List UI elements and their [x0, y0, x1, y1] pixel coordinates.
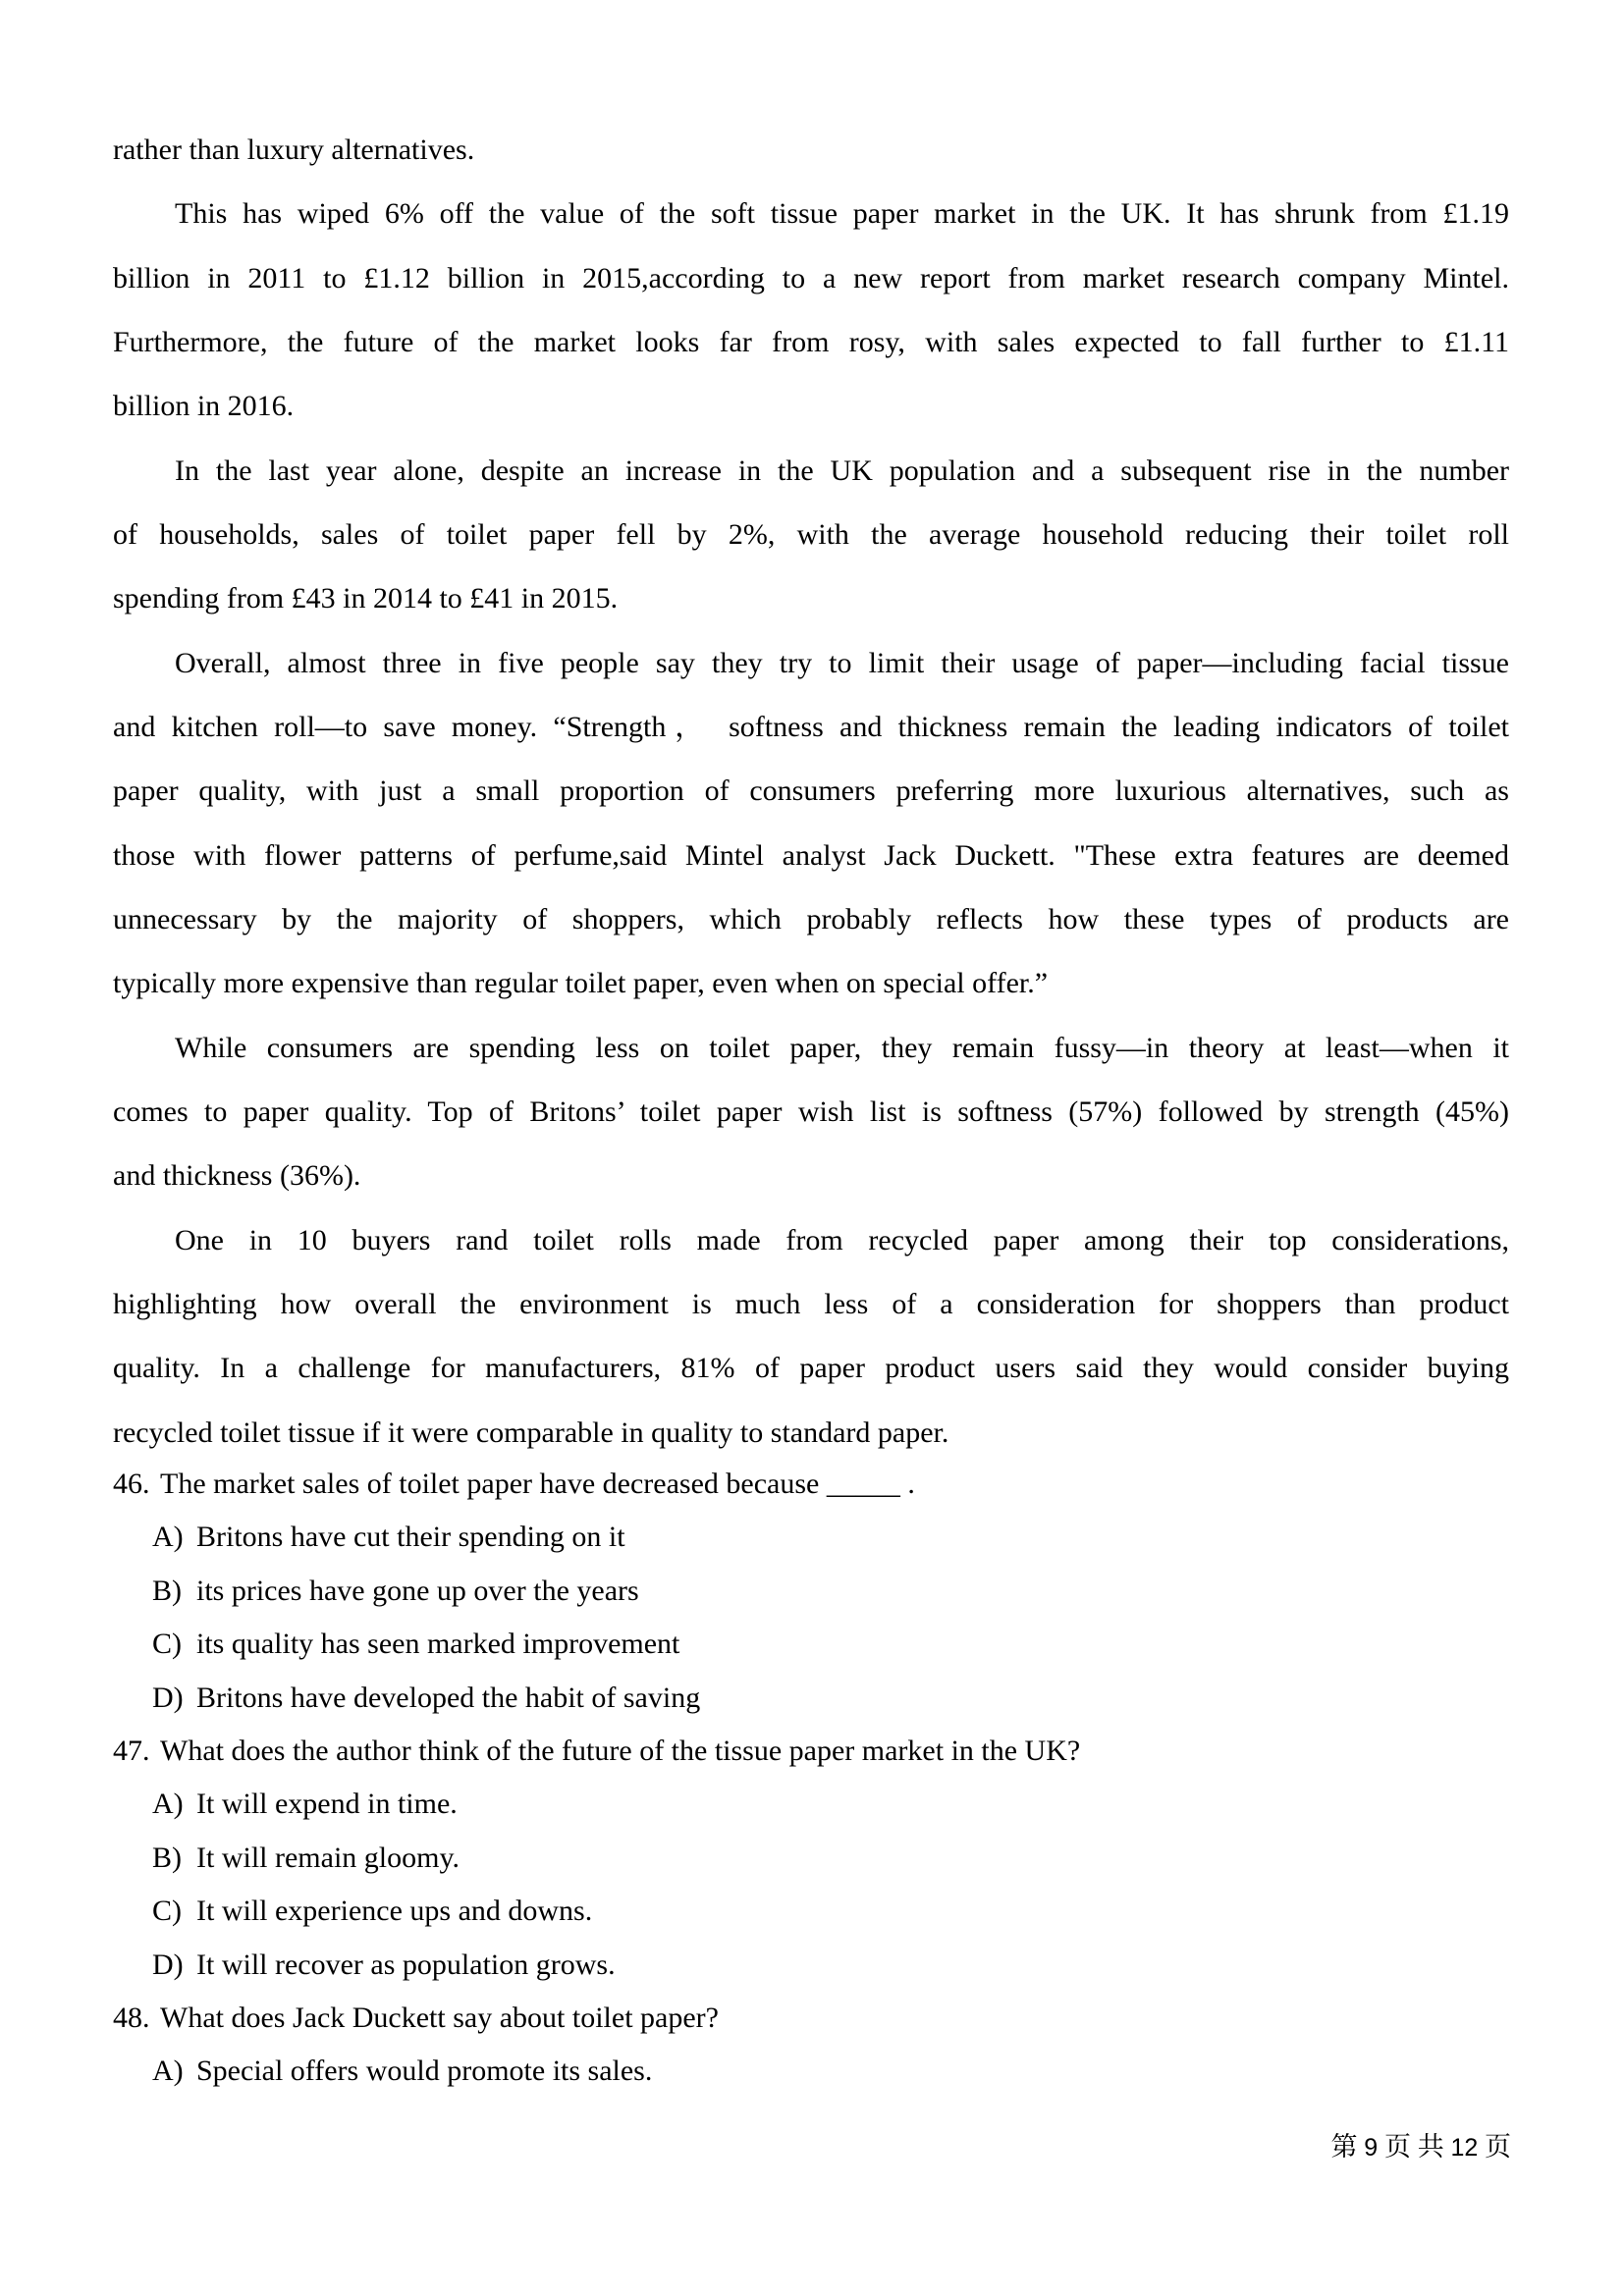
- passage-line: In the last year alone, despite an increase in the UK population and a subsequent rise in the number: [175, 454, 1509, 487]
- question-number: 47.: [113, 1735, 150, 1768]
- passage-paragraph: [113, 1016, 1509, 1208]
- option-label: C): [152, 1628, 182, 1661]
- passage-line: billion in 2011 to £1.12 billion in 2015,according to a new report from market research company Mintel.: [113, 261, 1509, 294]
- page-number-part: 页: [1383, 2132, 1411, 2162]
- passage-paragraph: [113, 182, 1509, 438]
- passage-paragraph: [113, 631, 1509, 1016]
- question-row: [113, 1992, 1509, 2045]
- option-row: [113, 1565, 1509, 1618]
- passage-line: spending from £43 in 2014 to £41 in 2015.: [113, 582, 619, 615]
- option-row: [113, 1778, 1509, 1831]
- question-text: The market sales of toilet paper have decreased because _____ .: [160, 1468, 915, 1500]
- option-label: B): [152, 1841, 182, 1874]
- question-row: [113, 1725, 1509, 1778]
- passage-line: billion in 2016.: [113, 390, 295, 423]
- page-number-part: 页: [1485, 2132, 1511, 2162]
- option-row: [113, 1939, 1509, 1992]
- page-number-part: 9: [1364, 2134, 1379, 2162]
- reading-passage: [113, 118, 1509, 1465]
- passage-paragraph: [113, 439, 1509, 631]
- page-number-part: 共: [1417, 2132, 1444, 2162]
- passage-line: recycled toilet tissue if it were comparable in quality to standard paper.: [113, 1415, 949, 1449]
- option-text: its prices have gone up over the years: [196, 1574, 639, 1607]
- option-row: [113, 1672, 1509, 1725]
- page-footer: [1331, 2125, 1511, 2169]
- passage-line: typically more expensive than regular toilet paper, even when on special offer.”: [113, 967, 1049, 1000]
- option-text: Britons have cut their spending on it: [196, 1521, 625, 1554]
- passage-line: Furthermore, the future of the market looks far from rosy, with sales expected to fall further to £1.11: [113, 325, 1509, 358]
- passage-line: quality. In a challenge for manufacturers, 81% of paper product users said they would consider buying: [113, 1352, 1509, 1385]
- option-text: It will expend in time.: [196, 1788, 458, 1821]
- option-row: [113, 1885, 1509, 1938]
- questions-section: [113, 1458, 1509, 2099]
- passage-line: of households, sales of toilet paper fell by 2%, with the average household reducing their toilet roll: [113, 517, 1509, 551]
- question-row: [113, 1458, 1509, 1511]
- option-row: [113, 2045, 1509, 2098]
- passage-line: highlighting how overall the environment is much less of a consideration for shoppers than product: [113, 1287, 1509, 1320]
- passage-line: One in 10 buyers rand toilet rolls made from recycled paper among their top considerations,: [175, 1223, 1509, 1256]
- option-text: It will recover as population grows.: [196, 1948, 616, 1981]
- option-row: [113, 1618, 1509, 1671]
- passage-line: rather than luxury alternatives.: [113, 133, 475, 166]
- passage-line: comes to paper quality. Top of Britons’ toilet paper wish list is softness (57%) followed by strength (45%): [113, 1095, 1509, 1128]
- passage-line: those with flower patterns of perfume,said Mintel analyst Jack Duckett. "These extra features are deemed: [113, 838, 1509, 872]
- option-text: Special offers would promote its sales.: [196, 2055, 653, 2088]
- option-label: A): [152, 2055, 184, 2088]
- passage-line: and thickness (36%).: [113, 1159, 361, 1193]
- option-text: Britons have developed the habit of saving: [196, 1681, 701, 1714]
- passage-line: Overall, almost three in five people say they try to limit their usage of paper—including facial tissue: [175, 646, 1509, 679]
- option-label: D): [152, 1681, 184, 1714]
- question-text: What does the author think of the future of the tissue paper market in the UK?: [160, 1735, 1081, 1768]
- page-number-part: 第: [1330, 2132, 1358, 2162]
- question-number: 48.: [113, 2002, 150, 2035]
- question-number: 46.: [113, 1468, 150, 1500]
- option-row: [113, 1511, 1509, 1564]
- passage-line: This has wiped 6% off the value of the soft tissue paper market in the UK. It has shrunk from £1.19: [175, 197, 1509, 231]
- passage-line: paper quality, with just a small proportion of consumers preferring more luxurious alternatives, such as: [113, 774, 1509, 808]
- option-text: It will experience ups and downs.: [196, 1895, 593, 1928]
- passage-paragraph: [113, 118, 1509, 182]
- option-row: [113, 1832, 1509, 1885]
- passage-line: While consumers are spending less on toilet paper, they remain fussy—in theory at least—when it: [175, 1031, 1509, 1064]
- passage-line: and kitchen roll—to save money. “Strength， softness and thickness remain the leading indicators of toilet: [113, 710, 1509, 743]
- page-number-part: 12: [1450, 2134, 1479, 2162]
- option-text: its quality has seen marked improvement: [196, 1628, 680, 1661]
- option-label: D): [152, 1948, 184, 1981]
- question-text: What does Jack Duckett say about toilet paper?: [160, 2002, 719, 2035]
- option-label: A): [152, 1788, 184, 1821]
- option-label: A): [152, 1521, 184, 1554]
- option-label: B): [152, 1574, 182, 1607]
- option-text: It will remain gloomy.: [196, 1841, 460, 1874]
- option-label: C): [152, 1895, 182, 1928]
- passage-paragraph: [113, 1208, 1509, 1465]
- passage-line: unnecessary by the majority of shoppers, which probably reflects how these types of products are: [113, 902, 1509, 935]
